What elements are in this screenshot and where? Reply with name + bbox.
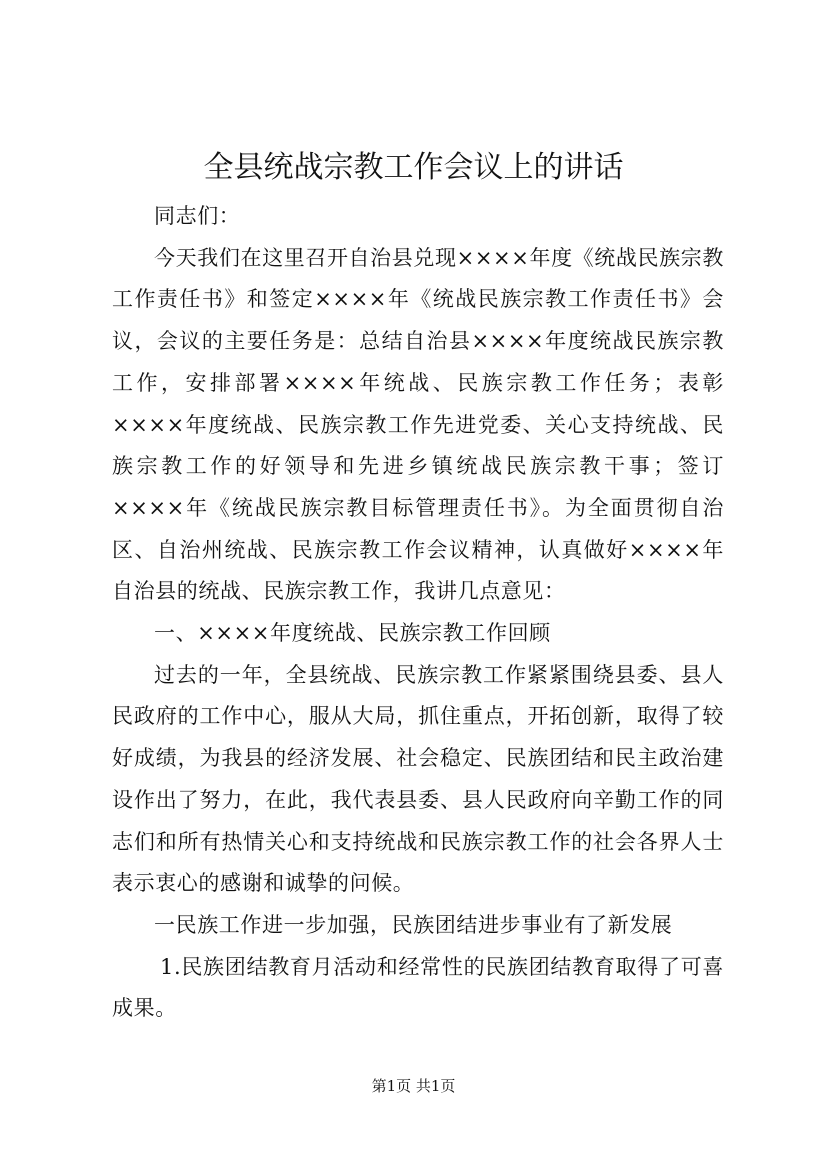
page-footer: 第1页 共1页 — [371, 1077, 456, 1095]
paragraph-review: 过去的一年，全县统战、民族宗教工作紧紧围绕县委、县人民政府的工作中心，服从大局，抓住重点，开拓创新，取得了较好成绩，为我县的经济发展、社会稳定、民族团结和民主政治建设作出了努力，在此，我代表县委、县人民政府向辛勤工作的同志们和所有热情关心和支持统战和民族宗教工作的社会各界人士表示衷心的感谢和诚挚的问候。 — [112, 662, 724, 896]
section-heading: 一、××××年度统战、民族宗教工作回顾 — [154, 621, 551, 646]
document-body — [112, 196, 724, 1030]
salutation: 同志们： — [154, 204, 241, 228]
paragraph-intro: 今天我们在这里召开自治县兑现××××年度《统战民族宗教工作责任书》和签定××××年《统战民族宗教工作责任书》会议，会议的主要任务是：总结自治县××××年度统战民族宗教工作，安排部署××××年统战、民族宗教工作任务；表彰××××年度统战、民族宗教工作先进党委、关心支持统战、民族宗教工作的好领导和先进乡镇统战民族宗教干事；签订××××年《统战民族宗教目标管理责任书》。为全面贯彻自治区、自治州统战、民族宗教工作会议精神，认真做好××××年自治县的统战、民族宗教工作，我讲几点意见： — [112, 245, 724, 604]
subsection-heading: 一民族工作进一步加强，民族团结进步事业有了新发展 — [154, 912, 673, 937]
page-title: 全县统战宗教工作会议上的讲话 — [203, 150, 624, 185]
list-item: 1.民族团结教育月活动和经常性的民族团结教育取得了可喜成果。 — [112, 954, 724, 1021]
